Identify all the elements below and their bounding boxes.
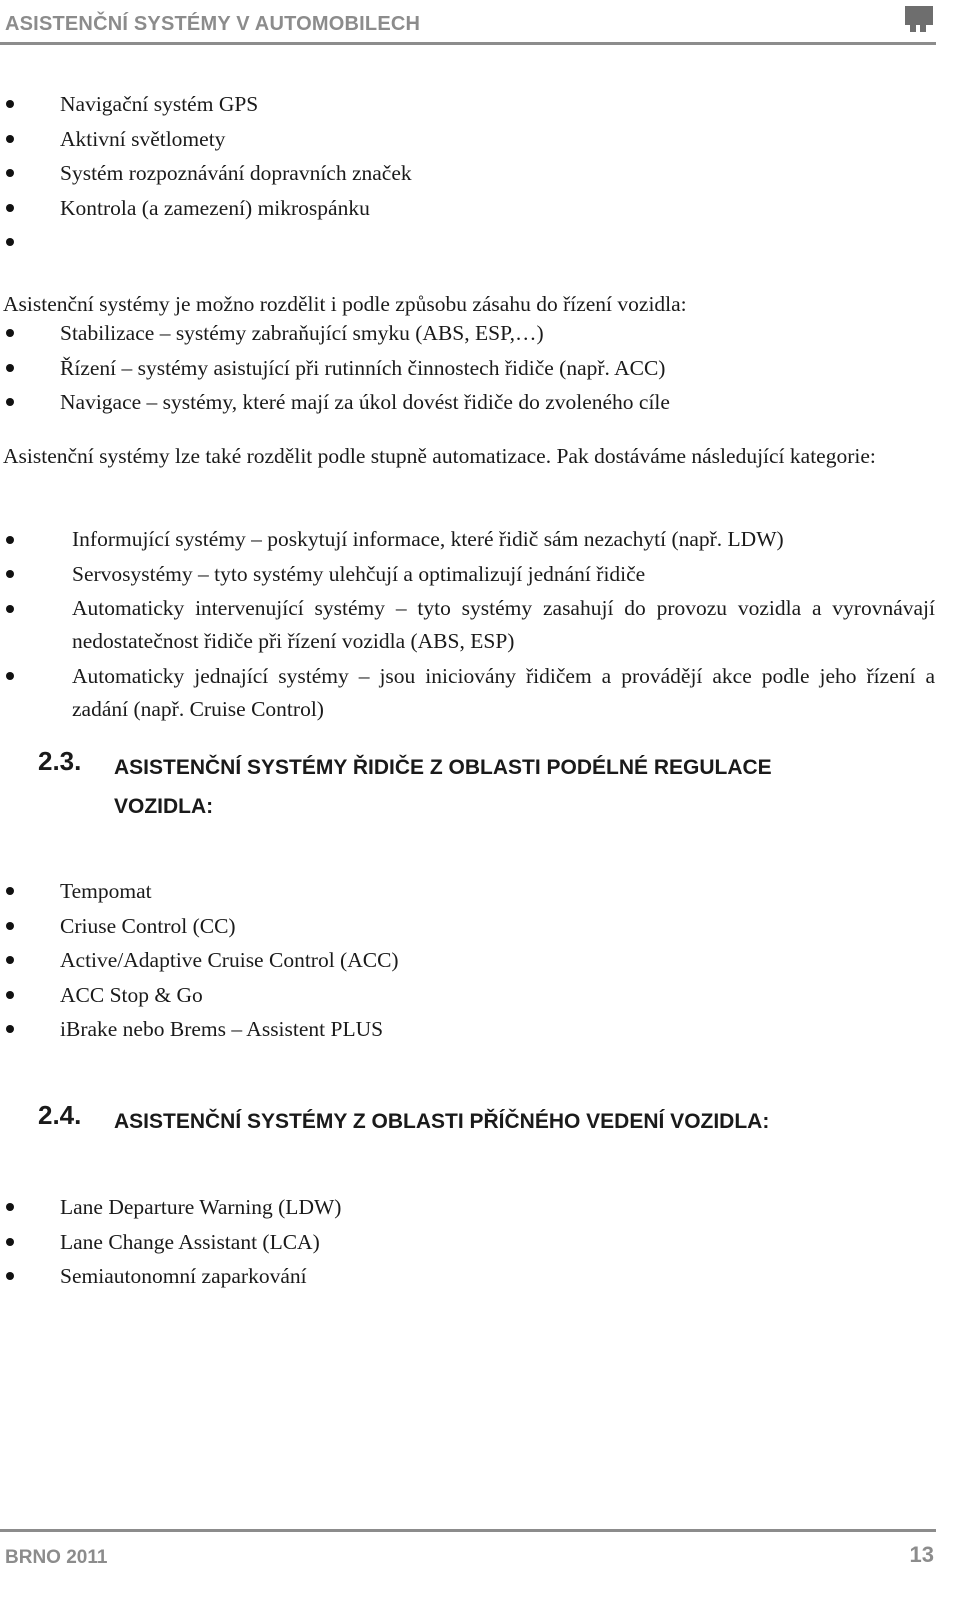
list-item: Lane Departure Warning (LDW) [0,1190,341,1225]
bullet-icon [6,1272,14,1280]
list-item: Stabilizace – systémy zabraňující smyku (ABS, ESP,…) [0,316,670,351]
list-item: Informující systémy – poskytují informace, které řidič sám nezachytí (např. LDW) [0,523,935,556]
bullet-icon [6,956,14,964]
bullet-icon [6,364,14,372]
list-item: Tempomat [0,874,399,909]
list-item: ACC Stop & Go [0,978,399,1013]
bullet-icon [6,605,14,613]
bullet-icon [6,1203,14,1211]
bullet-icon [6,570,14,578]
list-item: Criuse Control (CC) [0,909,399,944]
list-item: Automaticky intervenující systémy – tyto systémy zasahují do provozu vozidla a vyrovnávají nedostatečnost řidiče při řízení vozidla (ABS, ESP) [0,592,935,658]
section-title: ASISTENČNÍ SYSTÉMY Z OBLASTI PŘÍČNÉHO VEDENÍ VOZIDLA: [114,1110,770,1133]
list-item: Aktivní světlomety [0,122,412,157]
page-number: 13 [909,1542,934,1567]
bullet-list-longitudinal [0,874,399,1047]
logo-icon [904,5,934,33]
list-item: Automaticky jednající systémy – jsou iniciovány řidičem a provádějí akce podle jeho řízení a zadání (např. Cruise Control) [0,660,935,726]
bullet-list-automation [0,523,935,727]
bullet-icon [6,991,14,999]
bullet-icon [6,329,14,337]
list-item [0,225,412,260]
bullet-icon [6,536,14,544]
bullet-icon [6,238,14,246]
section-number: 2.4. [38,1100,82,1130]
footer-location-year: BRNO 2011 [5,1547,108,1568]
paragraph-automation: Asistenční systémy lze také rozdělit podle stupně automatizace. Pak dostáváme následující kategorie: [3,444,876,468]
list-item: Active/Adaptive Cruise Control (ACC) [0,943,399,978]
section-title: ASISTENČNÍ SYSTÉMY ŘIDIČE Z OBLASTI PODÉLNÉ REGULACE VOZIDLA: [114,756,772,818]
bullet-icon [6,922,14,930]
section-number: 2.3. [38,746,82,776]
bullet-list-intervention [0,316,670,420]
bullet-icon [6,1025,14,1033]
list-item: Semiautonomní zaparkování [0,1259,341,1294]
list-item: Kontrola (a zamezení) mikrospánku [0,191,412,226]
bullet-icon [6,135,14,143]
list-item: Navigační systém GPS [0,87,412,122]
bullet-icon [6,169,14,177]
bullet-icon [6,204,14,212]
list-item: Řízení – systémy asistující při rutinních činnostech řidiče (např. ACC) [0,351,670,386]
list-item: iBrake nebo Brems – Assistent PLUS [0,1012,399,1047]
bullet-list-lateral [0,1190,341,1294]
footer-divider [0,1529,936,1532]
header-divider [0,42,936,45]
paragraph-intervention: Asistenční systémy je možno rozdělit i podle způsobu zásahu do řízení vozidla: [3,292,687,316]
bullet-icon [6,1238,14,1246]
bullet-icon [6,887,14,895]
bullet-icon [6,398,14,406]
page-header-title: ASISTENČNÍ SYSTÉMY V AUTOMOBILECH [5,13,421,35]
bullet-list-systems [0,87,412,260]
list-item: Servosystémy – tyto systémy ulehčují a optimalizují jednání řidiče [0,558,935,591]
bullet-icon [6,100,14,108]
list-item: Lane Change Assistant (LCA) [0,1225,341,1260]
bullet-icon [6,672,14,680]
list-item: Systém rozpoznávání dopravních značek [0,156,412,191]
list-item: Navigace – systémy, které mají za úkol dovést řidiče do zvoleného cíle [0,385,670,420]
